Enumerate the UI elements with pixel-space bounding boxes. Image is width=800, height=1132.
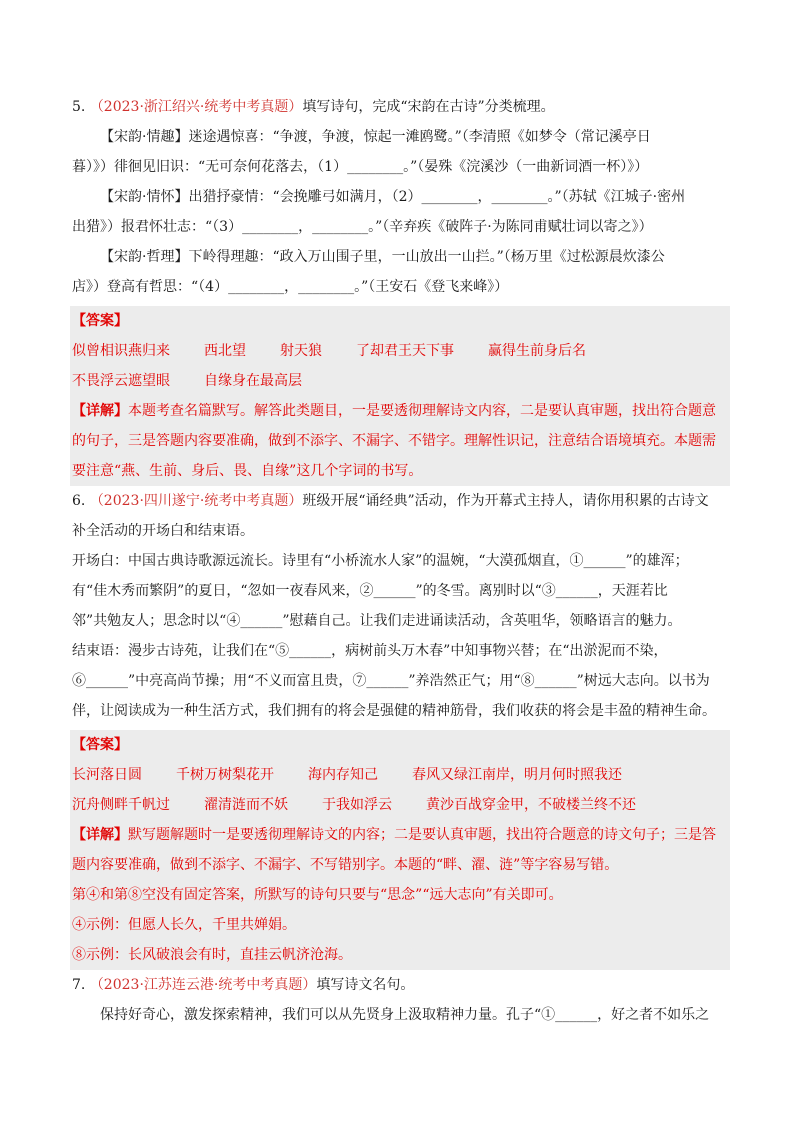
- question-line: 【宋韵·情怀】出猎抒豪情：“会挽雕弓如满月，（2）________，________。”（苏轼《江城子·密州: [100, 189, 686, 205]
- answer-item: 黄沙百战穿金甲，不破楼兰终不还: [426, 797, 636, 813]
- answer-item: 西北望: [204, 343, 246, 359]
- answer-row: [72, 760, 728, 790]
- question-line: 有“佳木秀而繁阴”的夏日，“忽如一夜春风来，②______”的冬雪。离别时以“③______，天涯若比: [72, 583, 668, 599]
- detail-line: 第④和第⑧空没有固定答案，所默写的诗句只要与“思念”“远大志向”有关即可。: [72, 887, 563, 903]
- answer-item: 了却君王天下事: [356, 343, 454, 359]
- question-line: 保持好奇心，激发探索精神，我们可以从先贤身上汲取精神力量。孔子“①______，好之者不如乐之: [100, 1007, 710, 1023]
- answer-block: [70, 730, 730, 970]
- answer-item: 似曾相识燕归来: [72, 343, 170, 359]
- question-number: 5.: [72, 99, 86, 115]
- detail-line: ④示例：但愿人长久，千里共婵娟。: [72, 917, 296, 933]
- answer-item: 不畏浮云遮望眼: [72, 373, 170, 389]
- answer-item: 自缘身在最高层: [204, 373, 302, 389]
- question-7-header: [72, 970, 728, 1000]
- answer-item: 濯清涟而不妖: [204, 797, 288, 813]
- answer-item: 春风又绿江南岸，明月何时照我还: [412, 767, 622, 783]
- answer-item: 千树万树梨花开: [176, 767, 274, 783]
- question-line: 开场白：中国古典诗歌源远流长。诗里有“小桥流水人家”的温婉，“大漠孤烟直，①______”的雄浑；: [72, 553, 689, 569]
- detail-label: 【详解】: [72, 827, 128, 843]
- question-line: 【宋韵·哲理】下岭得理趣：“政入万山围子里，一山放出一山拦。”（杨万里《过松源晨炊漆公: [100, 249, 665, 265]
- detail-label: 【详解】: [72, 403, 128, 419]
- document-page: [72, 92, 728, 1030]
- question-line: 【宋韵·情趣】迷途遇惊喜：“争渡，争渡，惊起一滩鸥鹭。”（李清照《如梦令（常记溪亭日: [100, 129, 651, 145]
- question-line: 补全活动的开场白和结束语。: [72, 523, 254, 539]
- question-line: 伴，让阅读成为一种生活方式，我们拥有的将会是强健的精神筋骨，我们收获的将会是丰盈的精神生命。: [72, 703, 716, 719]
- answer-item: 射天狼: [280, 343, 322, 359]
- question-source: （2023·江苏连云港·统考中考真题）: [89, 977, 317, 993]
- question-intro: 填写诗文名句。: [316, 977, 415, 993]
- question-source: （2023·浙江绍兴·统考中考真题）: [89, 99, 303, 115]
- answer-item: 沉舟侧畔千帆过: [72, 797, 170, 813]
- detail-line: ⑧示例：长风破浪会有时，直挂云帆济沧海。: [72, 947, 352, 963]
- answer-item: 长河落日圆: [72, 767, 142, 783]
- answer-row: [72, 790, 728, 820]
- question-line: 店》）登高有哲思：“（4）________，________。”（王安石《登飞来峰》）: [72, 279, 509, 295]
- detail-line: 题内容要准确，做到不添字、不漏字、不写错别字。本题的“畔、濯、涟”等字容易写错。: [72, 857, 619, 873]
- answer-block: [70, 306, 730, 486]
- question-line: 邻”共勉友人；思念时以“④______”慰藉自己。让我们走进诵读活动，含英咀华，领略语言的魅力。: [72, 613, 682, 629]
- question-line: 出猎》）报君怀壮志：“（3）________，________。”（辛弃疾《破阵子·为陈同甫赋壮词以寄之》）: [72, 219, 653, 235]
- answer-row: [72, 336, 728, 366]
- detail-text: 本题考查名篇默写。解答此类题目，一是要透彻理解诗文内容，二是要认真审题，找出符合题意: [128, 403, 716, 419]
- question-number: 6.: [72, 493, 86, 509]
- question-number: 7.: [72, 977, 86, 993]
- question-6-header: [72, 486, 728, 516]
- answer-label: 【答案】: [72, 313, 128, 329]
- question-intro: 填写诗句，完成“宋韵在古诗”分类梳理。: [302, 99, 555, 115]
- detail-line: 要注意“燕、生前、身后、畏、自缘”这几个字词的书写。: [72, 463, 423, 479]
- question-line: ⑥______”中亮高尚节操；用“不义而富且贵，⑦______”养浩然正气；用“⑧______”树远大志向。以书为: [72, 673, 710, 689]
- answer-item: 于我如浮云: [322, 797, 392, 813]
- question-intro: 班级开展“诵经典”活动，作为开幕式主持人，请你用积累的古诗文: [302, 493, 709, 509]
- question-source: （2023·四川遂宁·统考中考真题）: [89, 493, 303, 509]
- question-5-header: [72, 92, 728, 122]
- question-line: 暮）》）徘徊见旧识：“无可奈何花落去，（1）________。”（晏殊《浣溪沙（一曲新词酒一杯）》）: [72, 159, 649, 175]
- answer-row: [72, 366, 728, 396]
- detail-line: [72, 396, 728, 426]
- answer-label: 【答案】: [72, 737, 128, 753]
- detail-text: 默写题解题时一是要透彻理解诗文的内容；二是要认真审题，找出符合题意的诗文句子；三是答: [128, 827, 716, 843]
- answer-item: 赢得生前身后名: [488, 343, 586, 359]
- answer-item: 海内存知己: [308, 767, 378, 783]
- detail-line: 的句子，三是答题内容要准确，做到不添字、不漏字、不错字。理解性识记，注意结合语境填充。本题需: [72, 433, 716, 449]
- question-line: 结束语：漫步古诗苑，让我们在“⑤______，病树前头万木春”中知事物兴替；在“出淤泥而不染，: [72, 643, 668, 659]
- detail-line: [72, 820, 728, 850]
